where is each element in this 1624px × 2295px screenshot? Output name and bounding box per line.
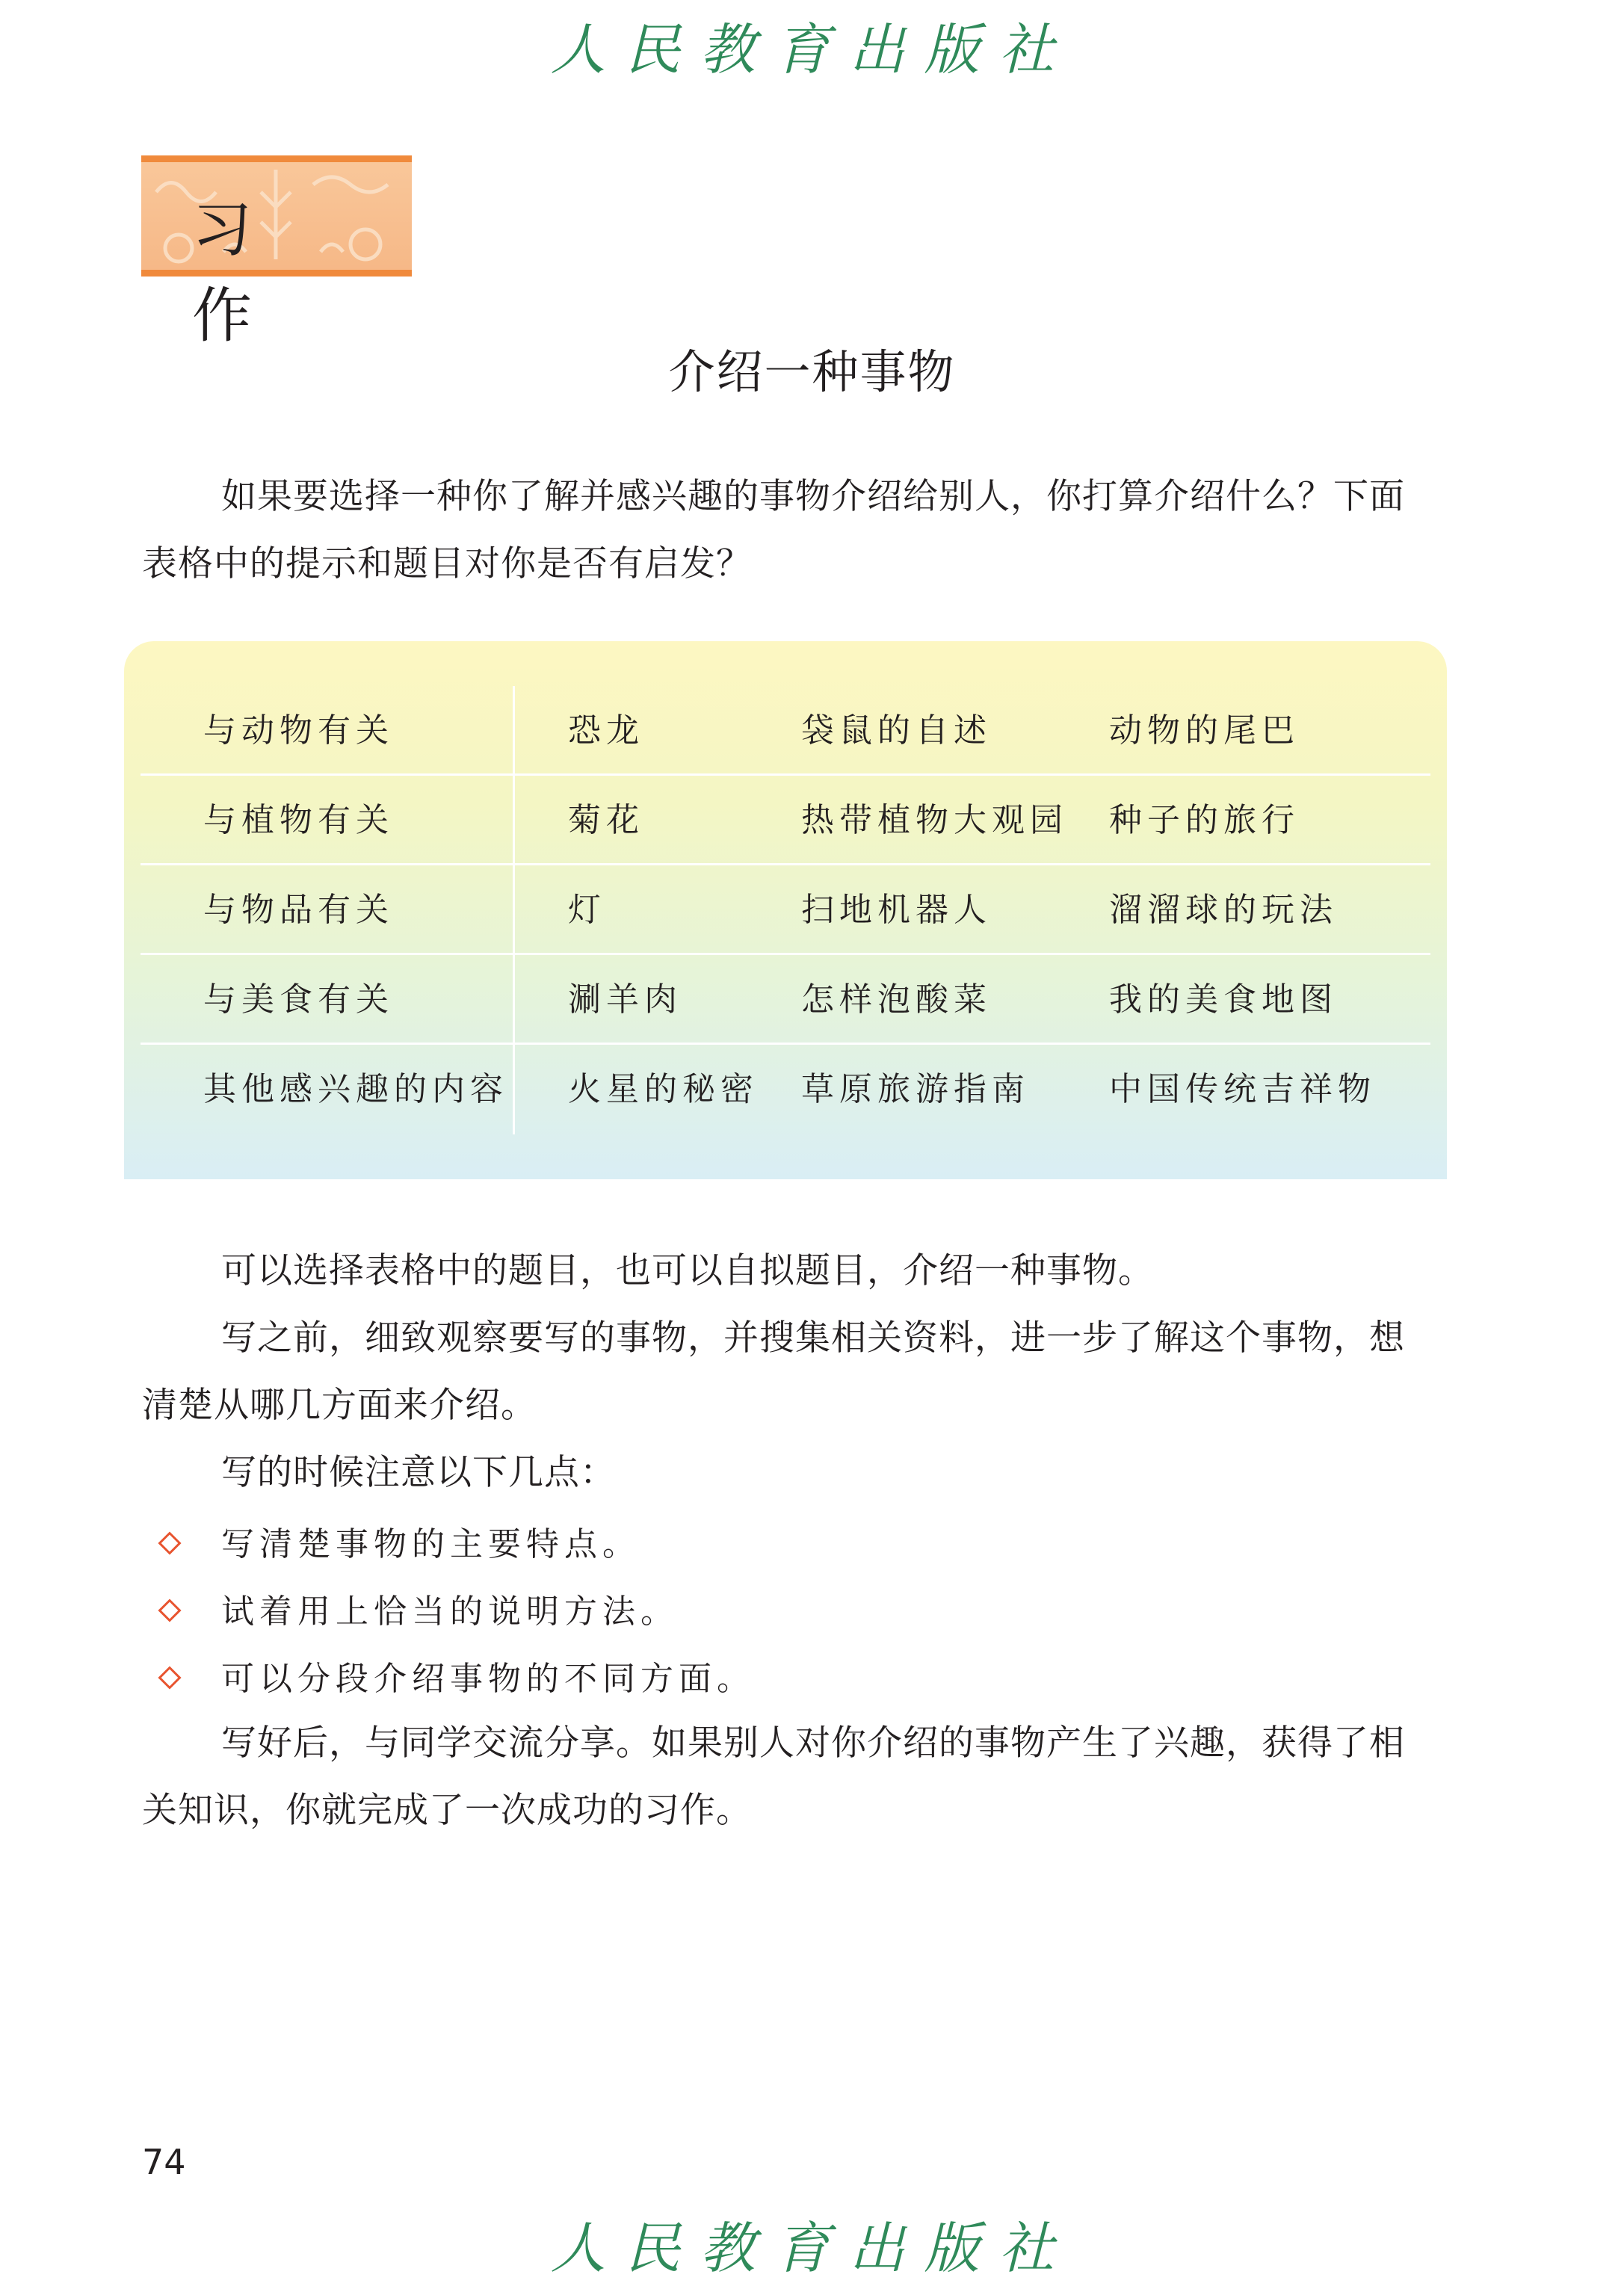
list-item bbox=[221, 1511, 755, 1578]
table-cell-topic: 中国传统吉祥物 bbox=[1109, 1070, 1376, 1108]
diamond-bullet-icon bbox=[158, 1531, 181, 1554]
table-cell-topic: 菊花 bbox=[568, 801, 644, 839]
table-cell-topic: 怎样泡酸菜 bbox=[801, 980, 992, 1019]
diamond-bullet-icon bbox=[158, 1599, 181, 1622]
diamond-bullet-icon bbox=[158, 1666, 181, 1689]
table-cell-topic: 热带植物大观园 bbox=[801, 801, 1068, 839]
table-cell-topic: 扫地机器人 bbox=[801, 891, 992, 929]
table-cell-topic: 恐龙 bbox=[568, 711, 644, 750]
list-item bbox=[221, 1578, 755, 1646]
body-paragraph-4: 写好后，与同学交流分享。如果别人对你介绍的事物产生了兴趣，获得了相关知识，你就完成了一次成功的习作。 bbox=[142, 1723, 1405, 1831]
list-item-text: 可以分段介绍事物的不同方面。 bbox=[221, 1660, 755, 1698]
table-row-category: 与植物有关 bbox=[203, 801, 394, 839]
table-row bbox=[141, 865, 1430, 955]
table-cell-topic: 动物的尾巴 bbox=[1109, 711, 1300, 750]
body-paragraph-2: 写之前，细致观察要写的事物，并搜集相关资料，进一步了解这个事物，想清楚从哪几方面来介绍。 bbox=[142, 1318, 1405, 1426]
intro-paragraph: 如果要选择一种你了解并感兴趣的事物介绍给别人，你打算介绍什么？下面表格中的提示和题目对你是否有启发？ bbox=[142, 476, 1405, 584]
table-cell-topic: 我的美食地图 bbox=[1109, 980, 1338, 1019]
table-cell-topic: 溜溜球的玩法 bbox=[1109, 891, 1338, 929]
body-paragraph-1: 可以选择表格中的题目，也可以自拟题目，介绍一种事物。 bbox=[221, 1250, 1154, 1291]
table-row bbox=[141, 686, 1430, 776]
section-badge bbox=[141, 155, 412, 350]
tips-list bbox=[221, 1511, 755, 1713]
publisher-watermark-top: 人民教育出版社 bbox=[550, 18, 1074, 82]
table-row-category: 与物品有关 bbox=[203, 891, 394, 929]
topic-table bbox=[124, 641, 1447, 1179]
table-cell-topic: 草原旅游指南 bbox=[801, 1070, 1030, 1108]
table-row bbox=[141, 955, 1430, 1045]
table-cell-topic: 种子的旅行 bbox=[1109, 801, 1300, 839]
publisher-watermark-bottom: 人民教育出版社 bbox=[550, 2217, 1074, 2281]
table-row-category: 与美食有关 bbox=[203, 980, 394, 1019]
table-cell-topic: 火星的秘密 bbox=[568, 1070, 759, 1108]
list-item-text: 试着用上恰当的说明方法。 bbox=[221, 1593, 679, 1631]
list-item bbox=[221, 1646, 755, 1713]
body-paragraph-3: 写的时候注意以下几点： bbox=[221, 1452, 616, 1493]
list-item-text: 写清楚事物的主要特点。 bbox=[221, 1525, 640, 1563]
table-cell-topic: 涮羊肉 bbox=[568, 980, 682, 1019]
table-cell-topic: 袋鼠的自述 bbox=[801, 711, 992, 750]
page-number: 74 bbox=[142, 2142, 186, 2182]
section-label: 习 作 bbox=[192, 195, 300, 350]
table-row-category: 与动物有关 bbox=[203, 711, 394, 750]
table-cell-topic: 灯 bbox=[568, 891, 606, 929]
page-title: 介绍一种事物 bbox=[668, 345, 956, 399]
table-row bbox=[141, 1045, 1430, 1134]
table-row-category: 其他感兴趣的内容 bbox=[203, 1070, 508, 1108]
table-row bbox=[141, 776, 1430, 865]
